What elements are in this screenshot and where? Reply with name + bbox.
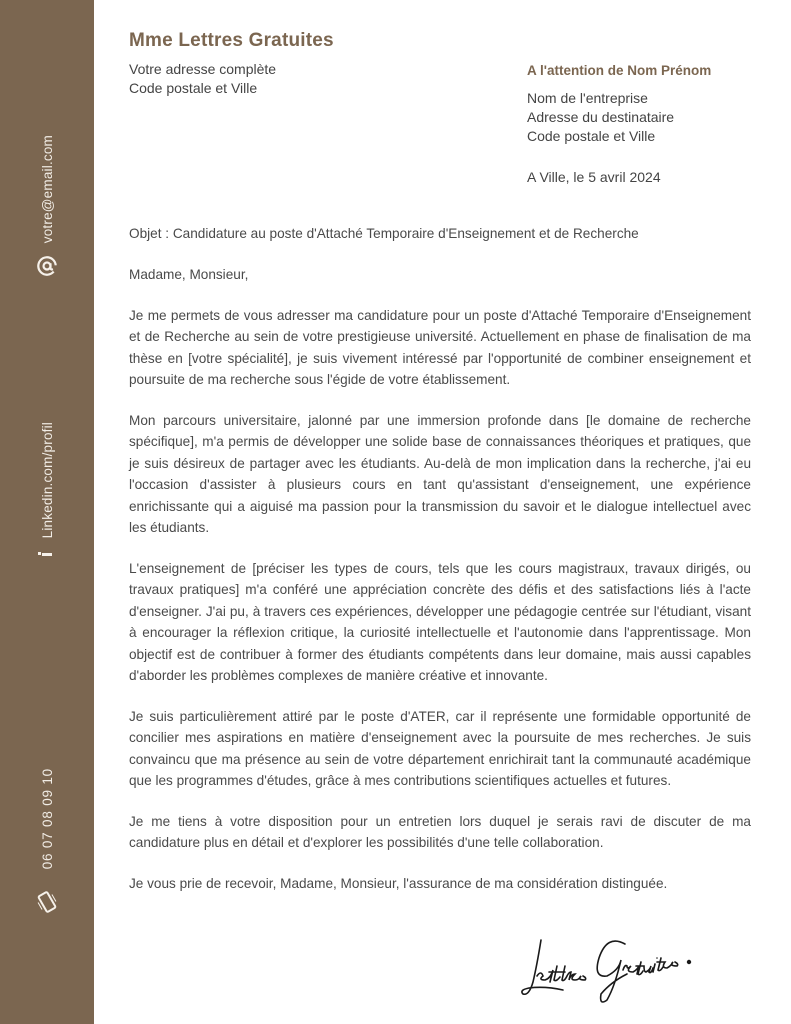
recipient-address: Adresse du destinataire (527, 109, 675, 125)
letter-paragraph: Je suis particulièrement attiré par le poste d'ATER, car il représente une formidable opportunité de concilier mes aspirations en matière d'enseignement avec la poursuite de mes recherches. Je suis convaincu que ma présence au sein de votre département enrichirait tant la communauté académique que les programmes d'études, grâce à mes contributions scientifiques actuelles et futures. (129, 708, 751, 789)
at-icon (36, 255, 58, 277)
letter-date: A Ville, le 5 avril 2024 (527, 169, 661, 185)
linkedin-text: Linkedin.com/profil (39, 422, 55, 539)
sidebar (0, 0, 94, 1024)
letter-subject: Objet : Candidature au poste d'Attaché Temporaire d'Enseignement et de Recherche (129, 226, 639, 241)
email-contact (0, 135, 94, 277)
sender-address-block (129, 60, 276, 98)
phone-icon (34, 889, 60, 915)
recipient-block (527, 61, 711, 187)
email-text: votre@email.com (39, 135, 55, 244)
signature-image (515, 930, 715, 1005)
letter-paragraph: Mon parcours universitaire, jalonné par une immersion profonde dans [le domaine de recherche spécifique], m'a permis de développer une solide base de connaissances théoriques et pratiques, que je suis désireux de partager avec les étudiants. Au-delà de mon implication dans la recherche, j'ai eu l'occasion d'assister à plusieurs cours en tant qu'assistant d'enseignement, une expérience enrichissante qui a aiguisé ma passion pour la transmission du savoir et le dialogue intellectuel avec les étudiants. (129, 412, 751, 535)
recipient-city: Code postale et Ville (527, 128, 656, 144)
phone-contact (0, 768, 94, 915)
signature (515, 930, 715, 1005)
recipient-company: Nom de l'entreprise (527, 90, 648, 106)
sender-city: Code postale et Ville (129, 80, 258, 96)
phone-text: 06 07 08 09 10 (39, 768, 55, 870)
letter-closing: Je vous prie de recevoir, Madame, Monsieur, l'assurance de ma considération distinguée. (129, 876, 668, 892)
letter-salutation: Madame, Monsieur, (129, 266, 249, 282)
letter-paragraph: L'enseignement de [préciser les types de cours, tels que les cours magistraux, travaux dirigés, ou travaux pratiques] m'a conféré une appréciation concrète des défis et des satisfactions liés à l'acte d'enseigner. J'ai pu, à travers ces expériences, développer une pédagogie centrée sur l'étudiant, visant à encourager la réflexion critique, la curiosité intellectuelle et l'autonomie dans l'apprentissage. Mon objectif est de contribuer à former des étudiants compétents dans leur domaine, mais aussi capables d'aborder les problèmes complexes de manière créative et innovante. (129, 560, 751, 683)
linkedin-icon (37, 552, 57, 568)
sender-name: Mme Lettres Gratuites (129, 30, 334, 51)
recipient-attention: A l'attention de Nom Prénom (527, 63, 712, 78)
letter-paragraph: Je me permets de vous adresser ma candidature pour un poste d'Attaché Temporaire d'Enseignement et de Recherche au sein de votre prestigieuse université. Actuellement en phase de finalisation de ma thèse en [votre spécialité], je suis vivement intéressé par l'opportunité de combiner enseignement et poursuite de ma recherche sous l'égide de votre établissement. (129, 307, 751, 388)
letter-body (129, 223, 751, 914)
sender-address: Votre adresse complète (129, 61, 277, 77)
linkedin-contact (0, 422, 94, 568)
letter-paragraph: Je me tiens à votre disposition pour un entretien lors duquel je serais ravi de discuter de ma candidature plus en détail et d'explorer les possibilités d'une telle collaboration. (129, 813, 751, 851)
